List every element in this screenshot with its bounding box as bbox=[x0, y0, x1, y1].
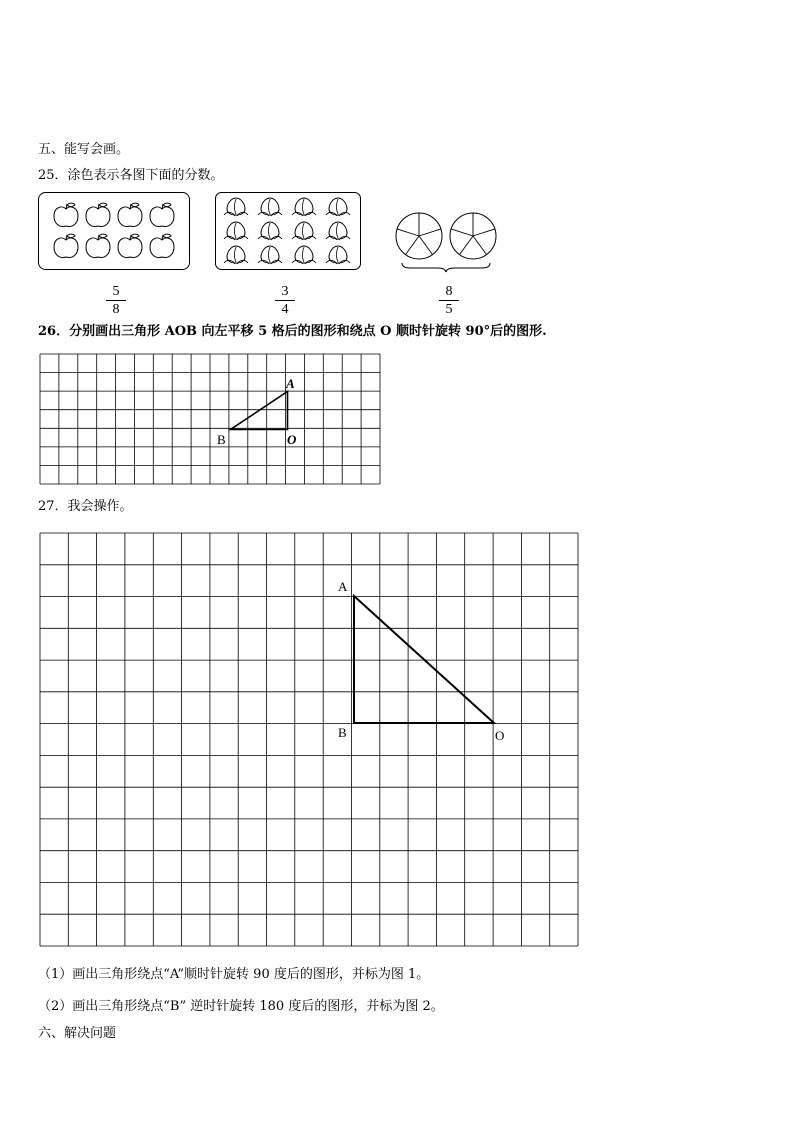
label-a-27: A bbox=[338, 579, 348, 594]
pie-circle bbox=[396, 213, 442, 259]
fraction-denominator: 4 bbox=[281, 302, 289, 317]
fraction-denominator: 5 bbox=[445, 302, 453, 317]
peach-icon bbox=[224, 198, 248, 216]
section-6-heading: 六、解决问题 bbox=[38, 1026, 117, 1041]
peach-icon bbox=[326, 222, 350, 240]
label-b-26: B bbox=[217, 432, 226, 447]
apple-icon bbox=[86, 234, 110, 257]
peach-icon bbox=[224, 222, 248, 240]
apple-box bbox=[38, 192, 190, 270]
question-25-text: 25．涂色表示各图下面的分数。 bbox=[38, 168, 224, 183]
peach-icon bbox=[326, 246, 350, 264]
fraction-numerator: 3 bbox=[281, 284, 289, 299]
peach-icon bbox=[258, 222, 282, 240]
label-o-27: O bbox=[495, 728, 505, 743]
peach-icon bbox=[258, 198, 282, 216]
pie-circles-group bbox=[394, 211, 498, 273]
apple-icon bbox=[150, 203, 174, 226]
apple-icon bbox=[150, 234, 174, 257]
grid-26[interactable] bbox=[40, 354, 381, 484]
triangle-abo-27 bbox=[354, 596, 494, 723]
peach-icon bbox=[292, 198, 316, 216]
peach-icon bbox=[224, 246, 248, 264]
fraction-circles bbox=[437, 284, 461, 317]
pie-circle bbox=[450, 213, 496, 259]
fraction-numerator: 5 bbox=[112, 284, 120, 299]
peach-icon bbox=[258, 246, 282, 264]
fraction-denominator: 8 bbox=[112, 302, 120, 317]
apple-icon bbox=[118, 203, 142, 226]
apple-icon bbox=[118, 234, 142, 257]
question-27-text: 27．我会操作。 bbox=[38, 499, 133, 514]
fraction-numerator: 8 bbox=[445, 284, 453, 299]
label-a-26: A bbox=[286, 376, 295, 391]
peach-box bbox=[215, 192, 361, 270]
brace bbox=[402, 263, 490, 272]
apple-icon bbox=[54, 203, 78, 226]
peach-icon bbox=[326, 198, 350, 216]
fraction-peaches bbox=[273, 284, 297, 317]
question-26-text: 26．分别画出三角形 AOB 向左平移 5 格后的图形和绕点 O 顺时针旋转 90°后的图形. bbox=[38, 324, 547, 339]
apple-icon bbox=[54, 234, 78, 257]
label-o-26: O bbox=[287, 432, 297, 447]
fraction-apples bbox=[104, 284, 128, 317]
question-27-sub-2: （2）画出三角形绕点“B” 逆时针旋转 180 度后的图形，并标为图 2。 bbox=[38, 999, 444, 1014]
peach-icon bbox=[292, 246, 316, 264]
apple-icon bbox=[86, 203, 110, 226]
section-5-heading: 五、能写会画。 bbox=[38, 142, 130, 157]
label-b-27: B bbox=[338, 725, 347, 740]
question-27-sub-1: （1）画出三角形绕点“A”顺时针旋转 90 度后的图形，并标为图 1。 bbox=[38, 967, 430, 982]
triangle-aob-26 bbox=[231, 392, 288, 430]
peach-icon bbox=[292, 222, 316, 240]
